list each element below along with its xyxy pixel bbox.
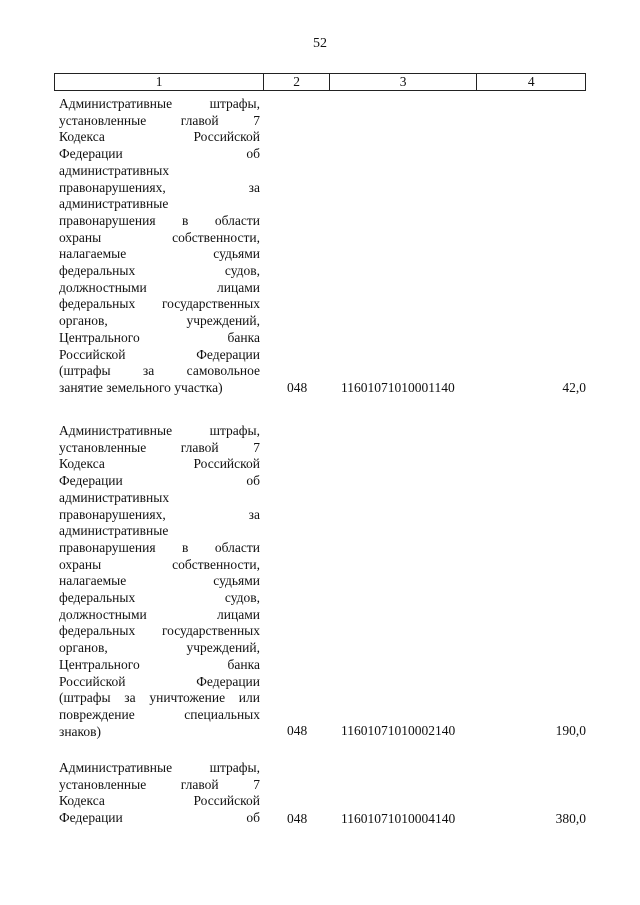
description-line: (штрафы за самовольное (59, 363, 260, 379)
description-line: охраны собственности, (59, 229, 260, 245)
description-line: Административные штрафы, (59, 96, 260, 111)
description-line: правонарушениях, за (59, 506, 260, 522)
description-line: Кодекса Российской (59, 129, 260, 145)
description-line: (штрафы за уничтожение или (59, 690, 260, 706)
page-number: 52 (313, 36, 327, 51)
admin-code: 048 (287, 723, 308, 738)
table-row (59, 96, 586, 397)
description-line: должностными лицами (59, 606, 260, 622)
budget-classification-code: 11601071010001140 (341, 380, 455, 395)
description-line: федеральных судов, (59, 590, 260, 606)
description-line: Российской Федерации (59, 673, 260, 689)
description-line: федеральных государственных (59, 623, 260, 639)
description-line: Федерации об (59, 810, 260, 826)
description-line: занятие земельного участка) (59, 379, 223, 395)
budget-classification-code: 11601071010004140 (341, 811, 456, 826)
description-line: федеральных судов, (59, 263, 260, 279)
description-line: административные (59, 523, 169, 539)
table-header-row (54, 73, 586, 91)
row-description (59, 96, 260, 397)
row-description (59, 423, 260, 740)
description-line: Кодекса Российской (59, 456, 260, 472)
description-line: знаков) (59, 723, 102, 739)
description-line: Административные штрафы, (59, 423, 260, 438)
description-line: Кодекса Российской (59, 793, 260, 809)
table-header-col-3: 3 (330, 74, 477, 90)
description-line: правонарушения в области (59, 212, 260, 228)
admin-code: 048 (287, 380, 308, 395)
table-header-col-2: 2 (264, 74, 330, 90)
description-line: Федерации об (59, 473, 260, 489)
description-line: установленные главой 7 (59, 776, 260, 792)
table-row (59, 423, 586, 740)
amount: 42,0 (562, 380, 586, 395)
table-row (59, 760, 586, 827)
description-line: Федерации об (59, 146, 260, 162)
description-line: административных (59, 489, 170, 505)
budget-classification-code: 11601071010002140 (341, 723, 456, 738)
description-line: федеральных государственных (59, 296, 260, 312)
table-header-col-1: 1 (55, 74, 264, 90)
description-line: Центрального банка (59, 656, 260, 672)
description-line: установленные главой 7 (59, 439, 260, 455)
description-line: органов, учреждений, (59, 640, 260, 656)
amount: 190,0 (555, 723, 586, 738)
description-line: правонарушениях, за (59, 179, 260, 195)
description-line: повреждение специальных (59, 706, 260, 722)
amount: 380,0 (555, 811, 586, 826)
admin-code: 048 (287, 811, 308, 826)
description-line: должностными лицами (59, 279, 260, 295)
row-description (59, 760, 260, 827)
description-line: органов, учреждений, (59, 313, 260, 329)
description-line: административные (59, 196, 169, 212)
table-header-col-4: 4 (527, 74, 535, 89)
description-line: Административные штрафы, (59, 760, 260, 775)
description-line: налагаемые судьями (59, 573, 260, 589)
description-line: установленные главой 7 (59, 112, 260, 128)
description-line: правонарушения в области (59, 539, 260, 555)
description-line: охраны собственности, (59, 556, 260, 572)
description-line: Российской Федерации (59, 346, 260, 362)
description-line: административных (59, 162, 170, 178)
description-line: налагаемые судьями (59, 246, 260, 262)
description-line: Центрального банка (59, 329, 260, 345)
